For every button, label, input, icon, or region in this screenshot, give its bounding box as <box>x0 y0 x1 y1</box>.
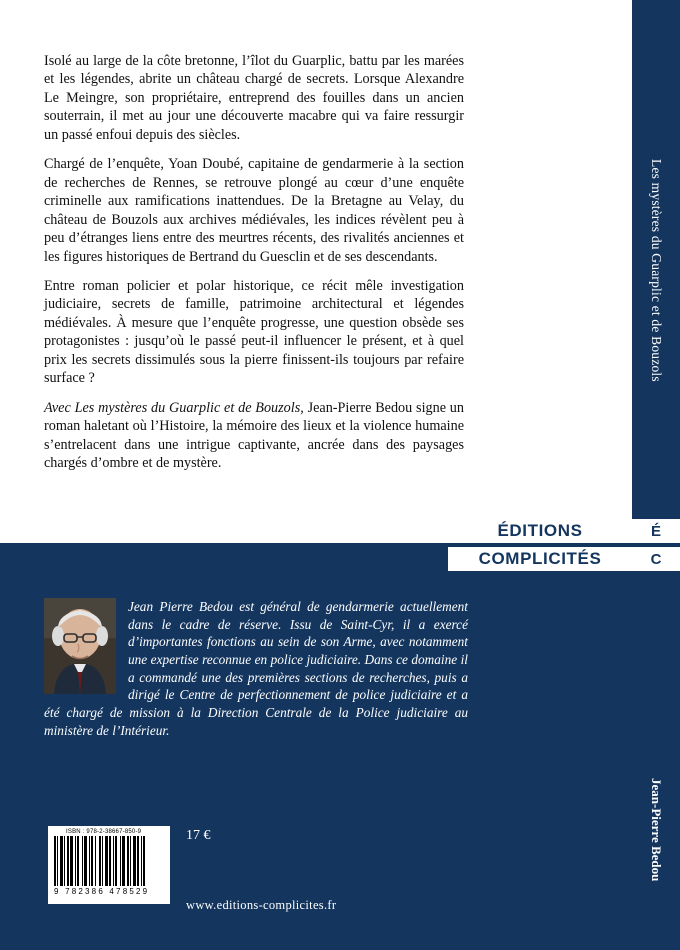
spine-logo-initial-e: É <box>632 519 680 543</box>
blurb-paragraph-1: Isolé au large de la côte bretonne, l’îlot du Guarplic, battu par les marées et les légendes, abrite un château chargé de secrets. Lorsque Alexandre Le Meingre, son propriétaire, entreprend des fouilles dans un ancien souterrain, il met au jour une découverte macabre qui va faire ressurgir un passé enfoui depuis des siècles. <box>44 53 464 143</box>
publisher-line-editions: ÉDITIONS <box>448 519 632 543</box>
isbn-label: ISBN : 978-2-38667-850-9 <box>66 829 142 835</box>
author-biography-text: Jean Pierre Bedou est général de gendarmerie actuellement dans le cadre de réserve. Issu de Saint-Cyr, il a exercé d’importantes fonctions au sein de son Arme, avec notamment une expertise reconnue en police judiciaire. Dans ce domaine il a commandé une des premières sections de recherches, puis a dirigé le Centre de perfectionnement de police judiciaire et a été chargé de mission à la Direction Centrale de la Police judiciaire au ministère de l’Intérieur. <box>44 599 468 738</box>
publisher-logo <box>448 519 632 571</box>
price-label: 17 € <box>186 828 211 843</box>
spine-author: Jean-Pierre Bedou <box>649 778 664 882</box>
barcode <box>48 826 170 904</box>
spine-logo-initial-c: C <box>632 547 680 571</box>
blurb-paragraph-4 <box>44 399 464 473</box>
publisher-website[interactable]: www.editions-complicites.fr <box>186 898 337 912</box>
blurb-avec-prefix: Avec <box>44 399 75 416</box>
author-biography <box>44 598 468 739</box>
barcode-bars <box>54 836 166 886</box>
blurb-final-suffix: , Jean-Pierre Bedou signe un roman haletant où l’Histoire, la mémoire des lieux et la violence humaine s’entrelacent dans une intrigue captivante, ancrée dans des paysages chargés d’ombre et de mystère. <box>44 399 464 472</box>
blurb-book-title: Les mystères du Guarplic et de Bouzols <box>74 399 301 416</box>
bio-photo-spacer <box>44 598 128 698</box>
back-cover-blurb <box>44 52 464 484</box>
spine-title: Les mystères du Guarplic et de Bouzols <box>649 158 664 382</box>
publisher-line-complicites: COMPLICITÉS <box>448 547 632 571</box>
blurb-paragraph-2: Chargé de l’enquête, Yoan Doubé, capitaine de gendarmerie à la section de recherches de Rennes, se retrouve plongé au cœur d’une enquête criminelle aux ramifications inattendues. De la Bretagne au Velay, du château de Bouzols aux archives médiévales, les indices révèlent peu à peu d’étranges liens entre des meurtres récents, des rivalités anciennes et les figures historiques de Bertrand du Guesclin et de ses descendants. <box>44 156 464 265</box>
blurb-paragraph-3: Entre roman policier et polar historique, ce récit mêle investigation judiciaire, secrets de famille, patrimoine architectural et légendes médiévales. À mesure que l’enquête progresse, une question obsède ses protagonistes : jusqu’où le passé peut-il influencer le présent, et à quel prix les secrets dissimulés sous la pierre finissent-ils toujours par refaire surface ? <box>44 277 464 387</box>
ean-digits: 9 782386 478529 <box>54 887 150 896</box>
